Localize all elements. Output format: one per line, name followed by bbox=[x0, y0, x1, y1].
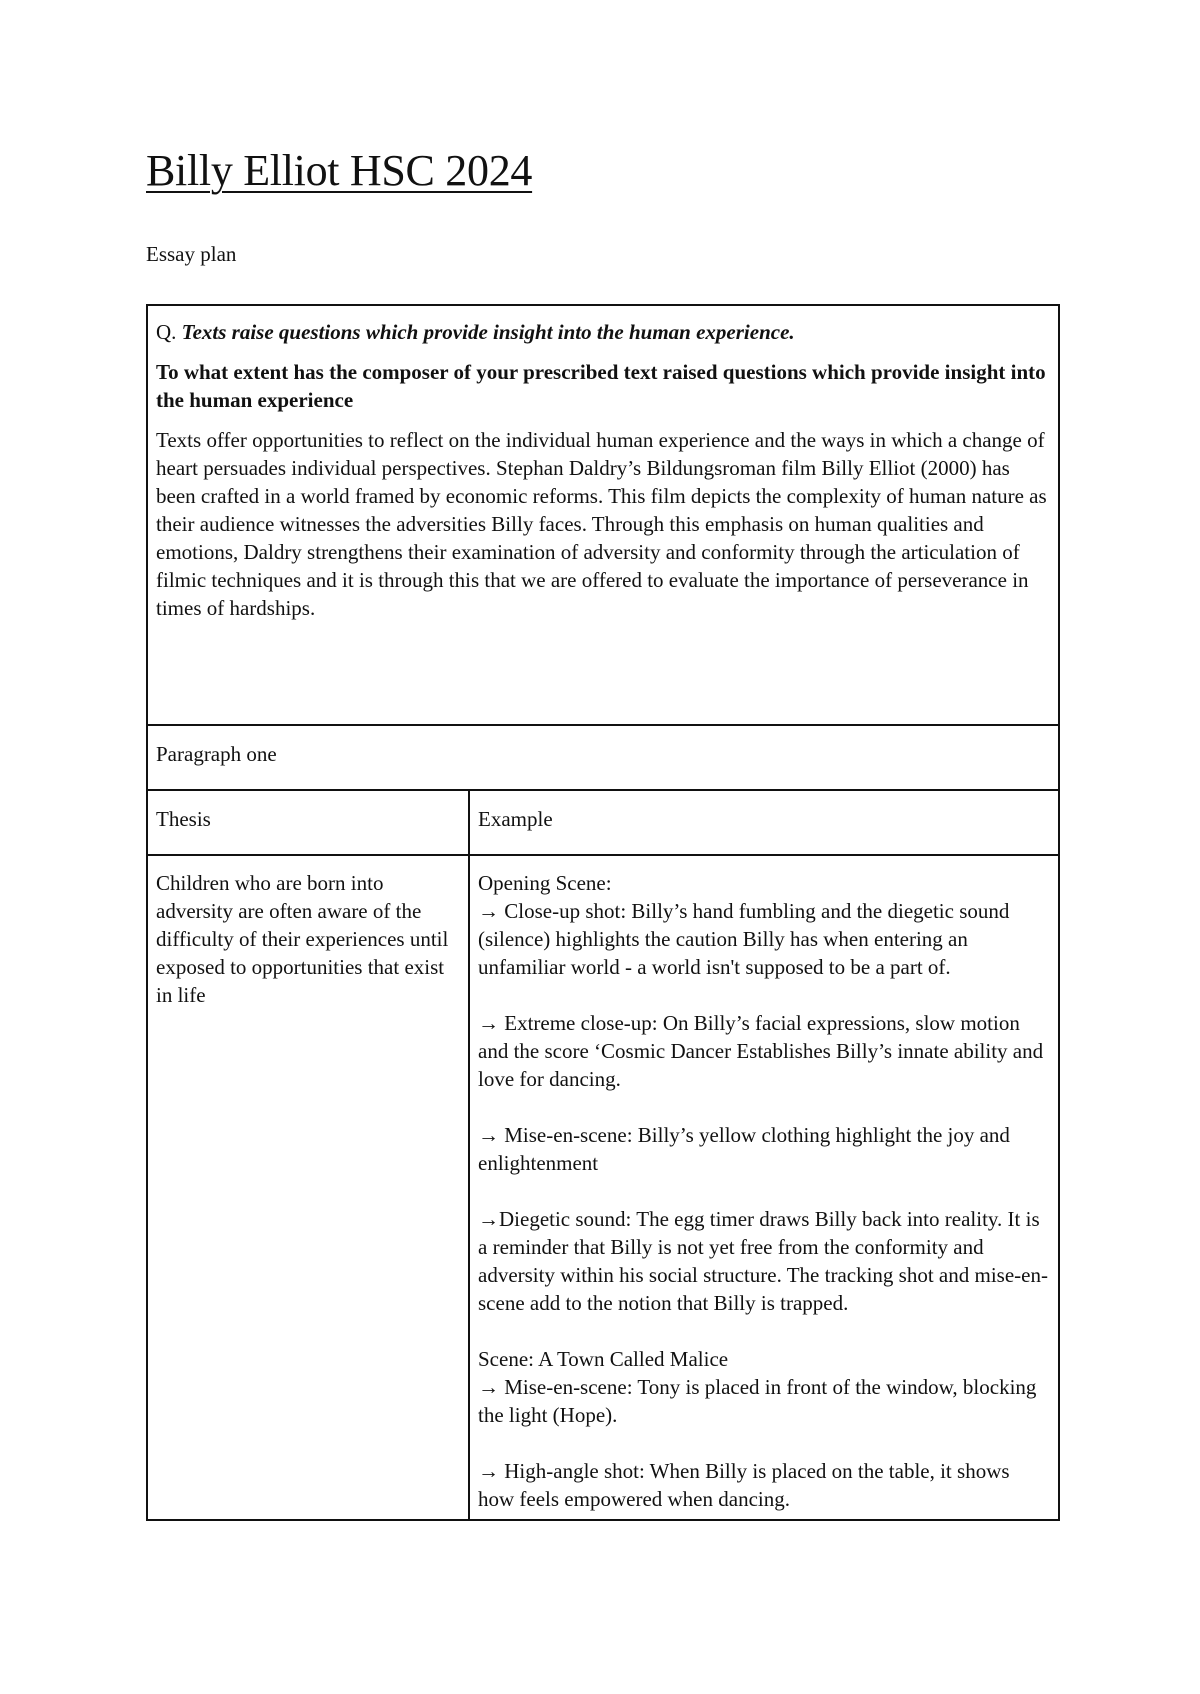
close-up-example: → Close-up shot: Billy’s hand fumbling and the diegetic sound (silence) highlights the caution Billy has when entering an unfamiliar world - a world isn't supposed to be a part of. bbox=[478, 899, 1010, 979]
mise-en-scene-tony-example: → Mise-en-scene: Tony is placed in front of the window, blocking the light (Hope). bbox=[478, 1375, 1037, 1427]
introduction-paragraph: Texts offer opportunities to reflect on the individual human experience and the ways in which a change of heart persuades individual perspectives. Stephan Daldry’s Bildungsroman film Billy Elliot (2000) has been crafted in a world framed by economic reforms. This film depicts the complexity of human nature as their audience witnesses the adversities Billy faces. Through this emphasis on human qualities and emotions, Daldry strengthens their examination of adversity and conformity through the articulation of filmic techniques and it is through this that we are offered to evaluate the importance of perseverance in times of hardships. bbox=[156, 428, 1047, 620]
thesis-cell bbox=[147, 855, 469, 1520]
thesis-header: Thesis bbox=[147, 790, 469, 855]
question-row bbox=[147, 305, 1059, 725]
content-row bbox=[147, 855, 1059, 1520]
example-header: Example bbox=[469, 790, 1059, 855]
example-cell bbox=[469, 855, 1059, 1520]
example-high-angle-block bbox=[478, 1457, 1050, 1513]
opening-scene-heading: Opening Scene: bbox=[478, 871, 612, 895]
question-prefix: Q. bbox=[156, 320, 182, 344]
document-title: Billy Elliot HSC 2024 bbox=[146, 146, 533, 195]
example-malice-block bbox=[478, 1345, 1050, 1429]
high-angle-example: → High-angle shot: When Billy is placed on the table, it shows how feels empowered when dancing. bbox=[478, 1459, 1010, 1511]
diegetic-egg-timer-example: →Diegetic sound: The egg timer draws Billy back into reality. It is a reminder that Billy is not yet free from the conformity and adversity within his social structure. The tracking shot and mise-en-scene add to the notion that Billy is trapped. bbox=[478, 1207, 1048, 1315]
document-subtitle: Essay plan bbox=[146, 242, 237, 266]
example-opening-block bbox=[478, 869, 1050, 981]
question-task: To what extent has the composer of your prescribed text raised questions which provide insight into the human experience bbox=[156, 360, 1046, 412]
thesis-text: Children who are born into adversity are often aware of the difficulty of their experiences until exposed to opportunities that exist in life bbox=[156, 871, 449, 1007]
malice-scene-heading: Scene: A Town Called Malice bbox=[478, 1347, 729, 1371]
column-header-row bbox=[147, 790, 1059, 855]
extreme-close-up-example: → Extreme close-up: On Billy’s facial expressions, slow motion and the score ‘Cosmic Dancer Establishes Billy’s innate ability and love for dancing. bbox=[478, 1011, 1044, 1091]
question-prompt: Texts raise questions which provide insight into the human experience. bbox=[181, 320, 795, 344]
question-prompt-line bbox=[156, 318, 1050, 346]
example-diegetic-block bbox=[478, 1205, 1050, 1317]
example-mise-en-scene-block bbox=[478, 1121, 1050, 1177]
paragraph-label-row bbox=[147, 725, 1059, 790]
example-extreme-close-up-block bbox=[478, 1009, 1050, 1093]
mise-en-scene-yellow-example: → Mise-en-scene: Billy’s yellow clothing highlight the joy and enlightenment bbox=[478, 1123, 1010, 1175]
essay-plan-table bbox=[146, 304, 1060, 1521]
paragraph-one-label: Paragraph one bbox=[147, 725, 1059, 790]
question-cell bbox=[147, 305, 1059, 725]
